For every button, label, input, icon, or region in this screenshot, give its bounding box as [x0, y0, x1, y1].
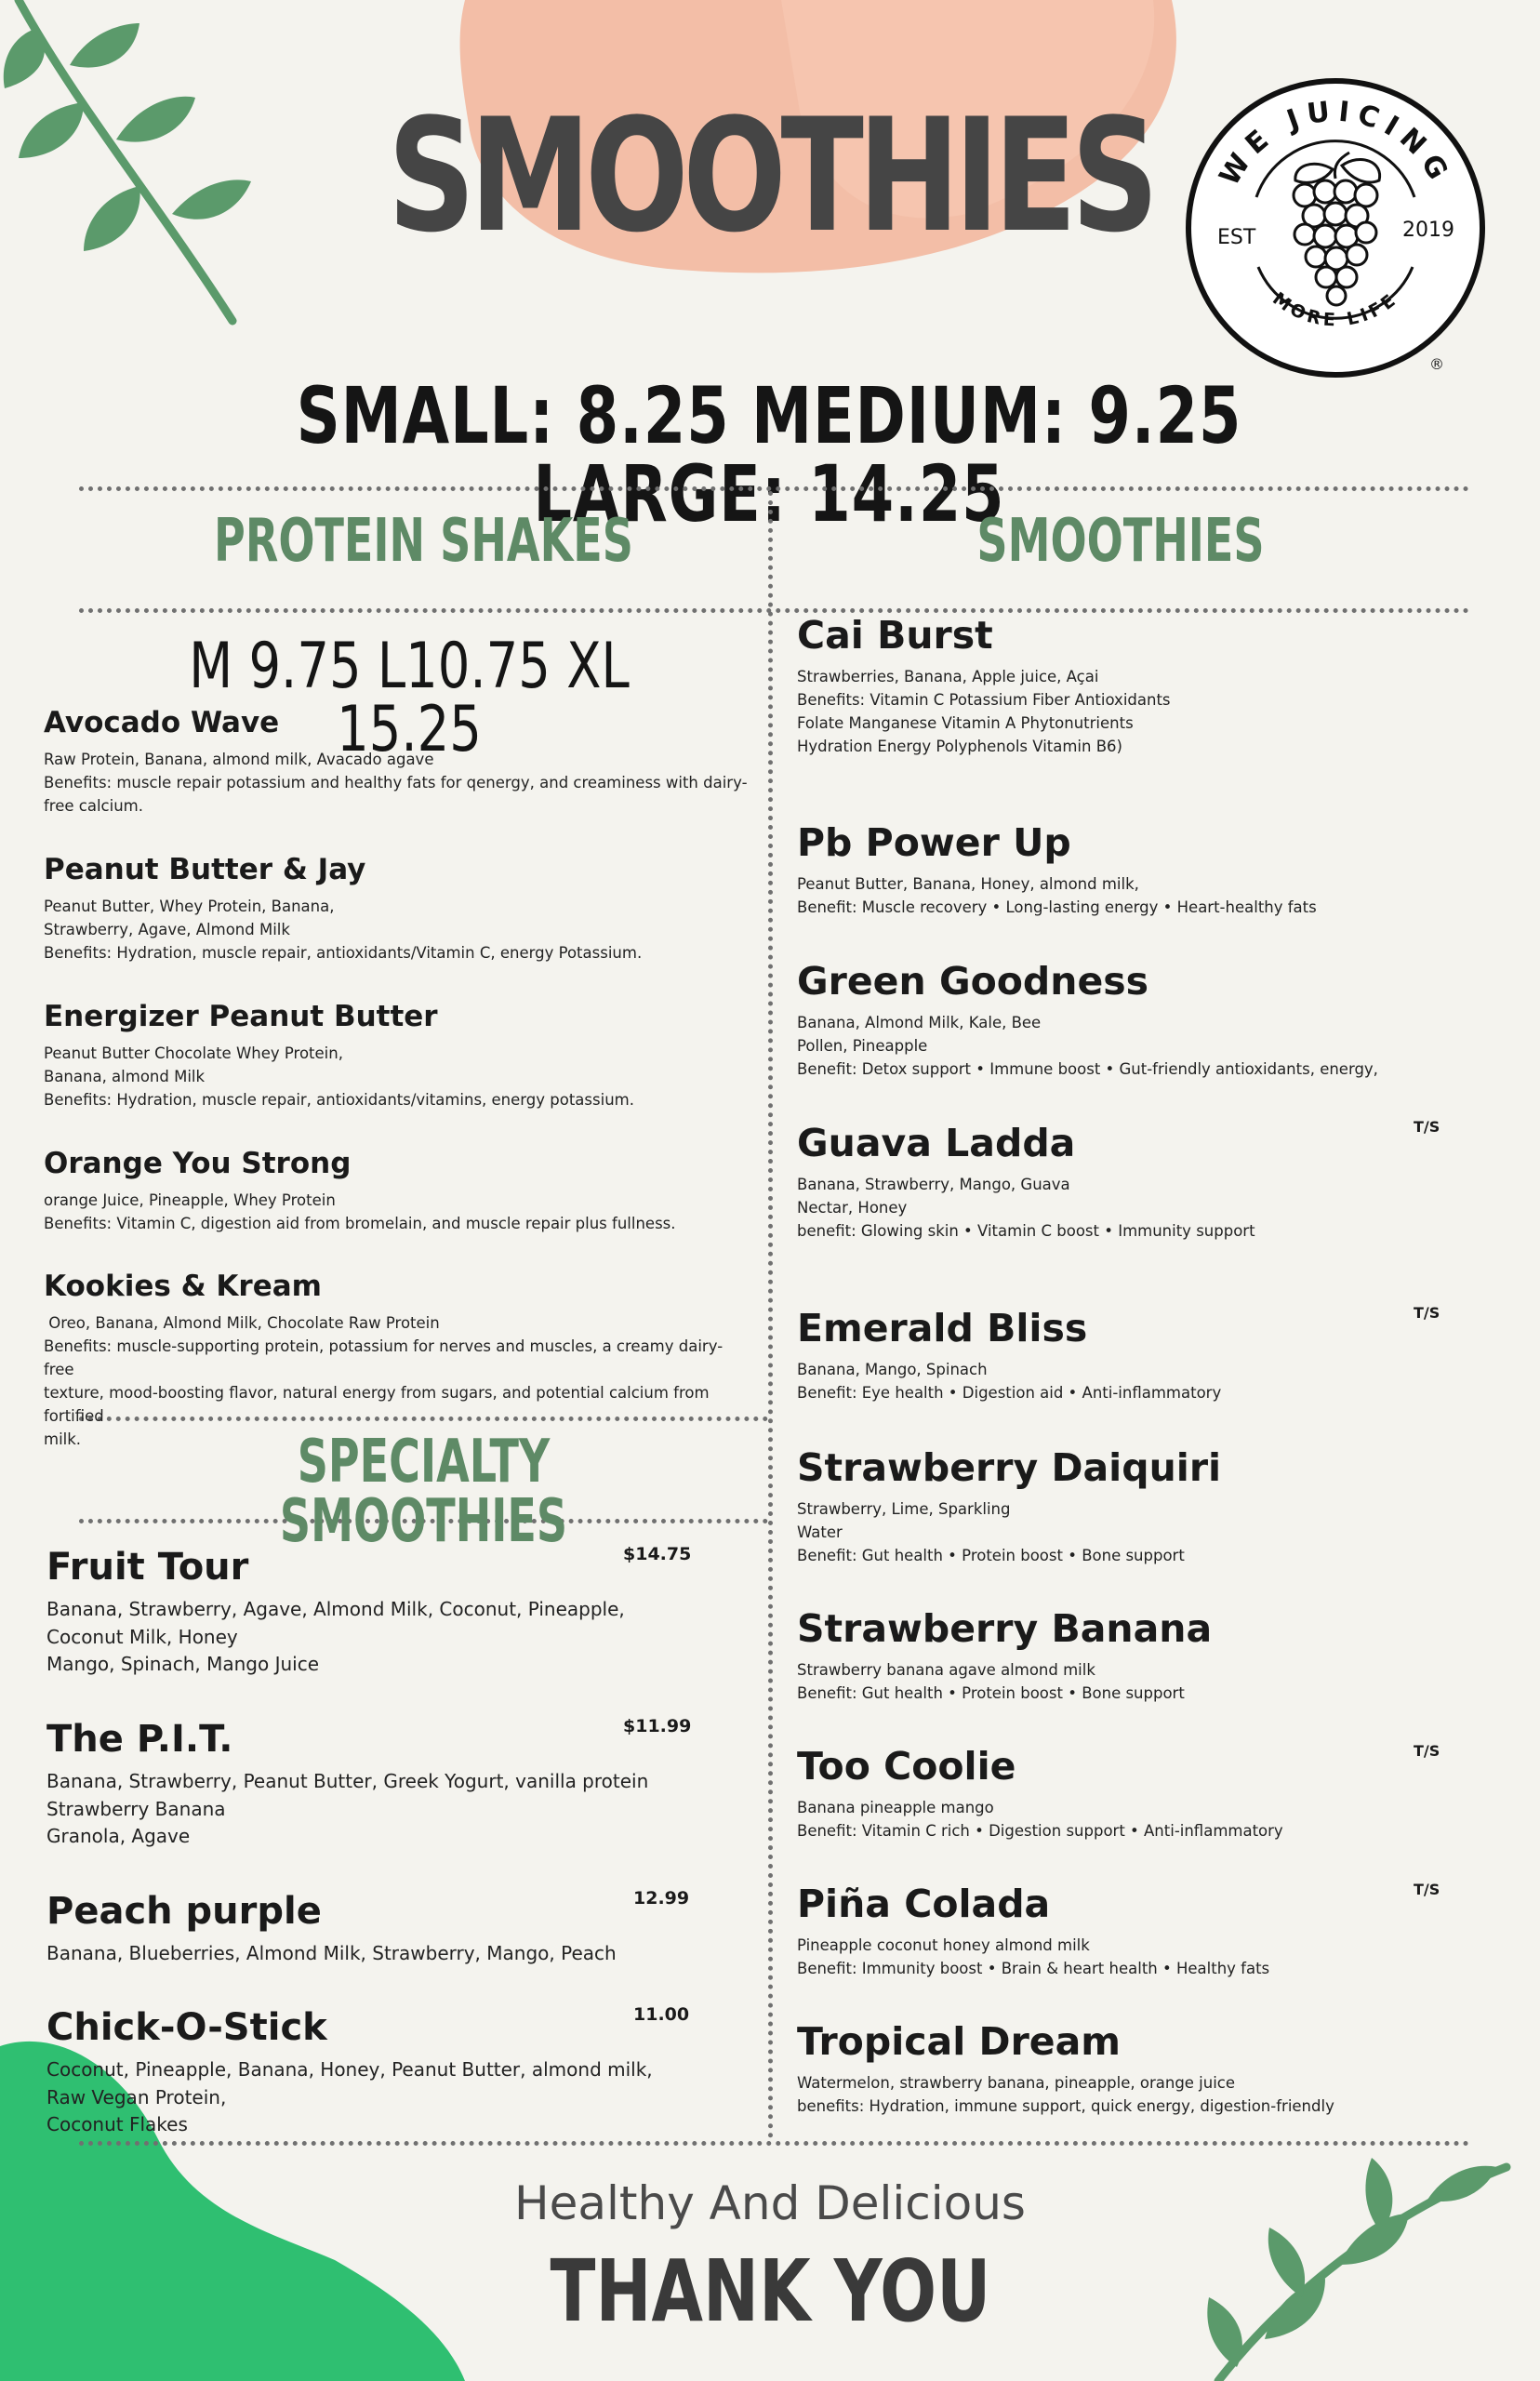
item-detail: Raw Vegan Protein, [46, 2085, 227, 2108]
item-name: Piña Colada [797, 1882, 1051, 1926]
menu-title: SMOOTHIES [387, 85, 1153, 267]
item-detail: Nectar, Honey [797, 1199, 908, 1217]
menu-item [46, 1890, 697, 1968]
item-detail: Strawberry, Agave, Almond Milk [44, 920, 290, 938]
item-detail: Benefit: Eye health • Digestion aid • Anti-inflammatory [797, 1384, 1222, 1403]
ts-badge: T/S [1414, 1118, 1440, 1136]
item-name: Fruit Tour [46, 1546, 249, 1589]
item-price: $14.75 [623, 1544, 692, 1564]
item-detail: Peanut Butter Chocolate Whey Protein, [44, 1044, 343, 1062]
menu-item [46, 1546, 697, 1679]
menu-item [46, 2006, 697, 2139]
menu-item [44, 854, 750, 964]
protein-shake-prices: M 9.75 L10.75 XL 15.25 [189, 630, 630, 766]
logo-year-text: 2019 [1402, 219, 1454, 242]
item-name: Orange You Strong [44, 1147, 352, 1180]
footer-tagline: Healthy And Delicious [514, 2176, 1026, 2230]
menu-item [44, 1148, 750, 1235]
item-price: 12.99 [633, 1888, 690, 1909]
item-name: Peach purple [46, 1890, 322, 1933]
item-detail: Oreo, Banana, Almond Milk, Chocolate Raw Protein [44, 1313, 440, 1332]
menu-item [797, 1122, 1448, 1243]
item-detail: benefits: Hydration, immune support, quick energy, digestion-friendly [797, 2097, 1334, 2116]
item-detail: Benefit: Gut health • Protein boost • Bone support [797, 1684, 1185, 1703]
item-detail: Benefit: Muscle recovery • Long-lasting energy • Heart-healthy fats [797, 898, 1317, 917]
item-detail: Banana, Blueberries, Almond Milk, Strawberry, Mango, Peach [46, 1942, 617, 1964]
ts-badge: T/S [1414, 1742, 1440, 1760]
item-detail: Strawberry, Lime, Sparkling [797, 1500, 1011, 1519]
item-detail: benefit: Glowing skin • Vitamin C boost • Immunity support [797, 1222, 1255, 1241]
menu-item [797, 1307, 1448, 1404]
divider-bottom [79, 2141, 1469, 2146]
registered-mark: ® [1429, 355, 1444, 373]
we-juicing-logo [1184, 76, 1487, 379]
item-detail: Benefits: Vitamin C Potassium Fiber Antioxidants [797, 691, 1171, 710]
item-name: Kookies & Kream [44, 1270, 322, 1303]
item-detail: milk. [44, 1430, 82, 1448]
item-detail: Coconut Milk, Honey [46, 1625, 238, 1648]
menu-item [44, 1270, 750, 1451]
item-detail: Benefit: Gut health • Protein boost • Bone support [797, 1547, 1185, 1565]
item-detail: Peanut Butter, Whey Protein, Banana, [44, 897, 335, 915]
divider-protein-header [79, 608, 1469, 613]
item-name: Cai Burst [797, 613, 993, 658]
item-name: The P.I.T. [46, 1718, 233, 1761]
item-detail: Coconut Flakes [46, 2113, 188, 2135]
item-name: Guava Ladda [797, 1121, 1076, 1165]
item-detail: Benefits: muscle repair potassium and healthy fats for qenergy, and creaminess with dairy- [44, 773, 748, 791]
item-detail: Banana, Mango, Spinach [797, 1361, 988, 1379]
item-detail: Strawberry Banana [46, 1797, 226, 1820]
menu-item [797, 1882, 1448, 1980]
item-name: Strawberry Daiquiri [797, 1445, 1222, 1490]
ts-badge: T/S [1414, 1304, 1440, 1322]
item-detail: Banana, Strawberry, Agave, Almond Milk, Coconut, Pineapple, [46, 1598, 625, 1620]
footer-thank-you: THANK YOU [550, 2241, 991, 2341]
item-detail: Banana, Strawberry, Mango, Guava [797, 1176, 1070, 1194]
item-name: Pb Power Up [797, 820, 1071, 865]
specialty-smoothies-heading: SPECIALTY SMOOTHIES [279, 1428, 568, 1556]
item-name: Tropical Dream [797, 2019, 1121, 2064]
item-detail: Benefit: Vitamin C rich • Digestion support • Anti-inflammatory [797, 1822, 1283, 1841]
item-detail: Banana pineapple mango [797, 1799, 994, 1817]
item-detail: Benefits: Hydration, muscle repair, antioxidants/vitamins, energy potassium. [44, 1090, 634, 1109]
smoothies-heading: SMOOTHIES [976, 507, 1265, 576]
divider-top [79, 486, 1469, 491]
item-detail: Hydration Energy Polyphenols Vitamin B6) [797, 738, 1122, 756]
item-detail: Peanut Butter, Banana, Honey, almond milk, [797, 875, 1139, 894]
item-name: Chick-O-Stick [46, 2006, 327, 2049]
item-name: Green Goodness [797, 959, 1149, 1004]
menu-item [44, 1001, 750, 1111]
smoothie-size-prices: SMALL: 8.25 MEDIUM: 9.25 LARGE: 14.25 [296, 370, 1242, 539]
item-name: Strawberry Banana [797, 1606, 1213, 1651]
logo-est-text: EST [1217, 226, 1256, 249]
item-detail: Strawberry banana agave almond milk [797, 1661, 1095, 1680]
item-detail: Benefit: Immunity boost • Brain & heart health • Healthy fats [797, 1960, 1270, 1978]
item-detail: Pollen, Pineapple [797, 1037, 928, 1056]
item-detail: Watermelon, strawberry banana, pineapple, orange juice [797, 2074, 1236, 2093]
menu-item [797, 1607, 1448, 1705]
item-detail: Water [797, 1523, 843, 1542]
menu-item [797, 1745, 1448, 1842]
ts-badge: T/S [1414, 1881, 1440, 1898]
item-detail: orange Juice, Pineapple, Whey Protein [44, 1190, 336, 1209]
item-price: 11.00 [633, 2004, 690, 2025]
item-detail: Strawberries, Banana, Apple juice, Açai [797, 668, 1099, 686]
item-name: Energizer Peanut Butter [44, 1000, 438, 1033]
item-detail: Banana, Strawberry, Peanut Butter, Greek Yogurt, vanilla protein [46, 1770, 649, 1792]
item-name: Emerald Bliss [797, 1306, 1088, 1350]
item-detail: Raw Protein, Banana, almond milk, Avacado agave [44, 750, 434, 768]
menu-item [797, 1446, 1448, 1567]
logo-top-text: WE JUICING [1213, 95, 1458, 192]
logo-bottom-text: MORE LIFE [1268, 288, 1402, 331]
divider-vertical [768, 491, 773, 2139]
item-price: $11.99 [623, 1716, 692, 1736]
item-detail: texture, mood-boosting flavor, natural energy from sugars, and potential calcium from fortified [44, 1383, 710, 1425]
menu-item [44, 707, 750, 818]
item-detail: Mango, Spinach, Mango Juice [46, 1653, 320, 1675]
item-name: Avocado Wave [44, 706, 280, 739]
item-detail: Benefits: Vitamin C, digestion aid from bromelain, and muscle repair plus fullness. [44, 1214, 676, 1232]
item-detail: Coconut, Pineapple, Banana, Honey, Peanut Butter, almond milk, [46, 2058, 653, 2081]
item-detail: Benefit: Detox support • Immune boost • Gut-friendly antioxidants, energy, [797, 1060, 1378, 1079]
item-detail: Folate Manganese Vitamin A Phytonutrients [797, 714, 1134, 733]
menu-item [797, 821, 1448, 919]
menu-item [797, 614, 1448, 758]
menu-item [797, 2020, 1448, 2118]
item-detail: free calcium. [44, 796, 143, 815]
item-name: Too Coolie [797, 1744, 1016, 1789]
item-detail: Benefits: muscle-supporting protein, potassium for nerves and muscles, a creamy dairy-free [44, 1337, 724, 1378]
menu-item [46, 1718, 697, 1851]
item-detail: Benefits: Hydration, muscle repair, antioxidants/Vitamin C, energy Potassium. [44, 943, 643, 962]
item-detail: Banana, Almond Milk, Kale, Bee [797, 1014, 1042, 1032]
item-detail: Banana, almond Milk [44, 1067, 206, 1085]
item-detail: Granola, Agave [46, 1825, 191, 1847]
protein-shakes-heading: PROTEIN SHAKES [214, 507, 633, 576]
item-detail: Pineapple coconut honey almond milk [797, 1936, 1090, 1955]
item-name: Peanut Butter & Jay [44, 853, 366, 886]
menu-item [797, 960, 1448, 1081]
